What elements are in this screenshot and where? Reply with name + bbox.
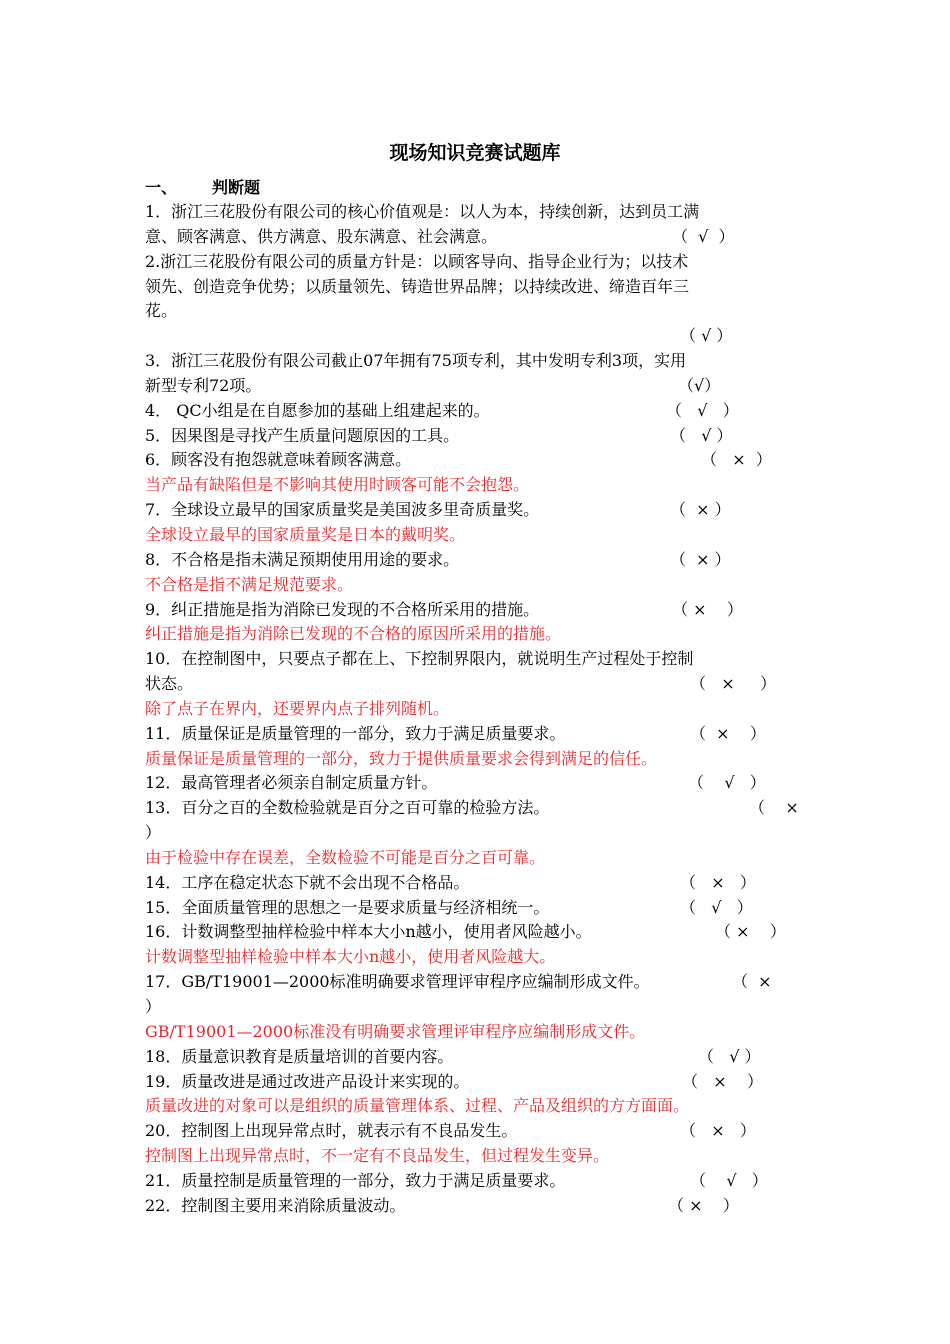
explanation-line	[145, 1144, 810, 1169]
answer-mark: （ × ）	[670, 549, 731, 569]
explanation-line	[145, 846, 810, 871]
line-text: ）	[145, 997, 162, 1016]
question-line	[145, 672, 810, 697]
line-text: 纠正措施是指为消除已发现的不合格的原因所采用的措施。	[145, 624, 562, 644]
explanation-line	[145, 622, 810, 647]
explanation-line	[145, 1020, 810, 1045]
line-text: 14．工序在稳定状态下就不会出现不合格品。	[145, 872, 470, 892]
line-text: 17．GB/T19001—2000标准明确要求管理评审程序应编制形成文件。	[145, 972, 650, 992]
line-text: 8．不合格是指未满足预期使用用途的要求。	[145, 549, 460, 569]
line-text: 9．纠正措施是指为消除已发现的不合格所采用的措施。	[145, 599, 540, 619]
line-text: 2.浙江三花股份有限公司的质量方针是：以顾客导向、指导企业行为；以技术	[145, 251, 689, 271]
line-text: 4． QC小组是在自愿参加的基础上组建起来的。	[145, 400, 490, 420]
line-text: 当产品有缺陷但是不影响其使用时顾客可能不会抱怨。	[145, 475, 530, 495]
line-text: 质量保证是质量管理的一部分，致力于提供质量要求会得到满足的信任。	[145, 748, 658, 768]
answer-mark: （ ×	[732, 972, 772, 992]
answer-mark: （ × ）	[680, 1121, 756, 1141]
answer-mark: （ √ ）	[666, 400, 739, 420]
answer-mark: （ √ ）	[672, 226, 735, 246]
line-text: 意、顾客满意、供方满意、股东满意、社会满意。	[145, 226, 498, 246]
question-line	[145, 598, 810, 623]
question-line	[145, 299, 810, 324]
answer-mark: （ × ）	[690, 674, 777, 694]
line-text: 除了点子在界内，还要界内点子排列随机。	[145, 698, 450, 718]
question-line	[145, 871, 810, 896]
line-text: 状态。	[145, 674, 194, 694]
question-line	[145, 250, 810, 275]
answer-mark: （ × ）	[680, 872, 756, 892]
section-label: 判断题	[212, 178, 261, 197]
line-text: 花。	[145, 301, 178, 321]
answer-mark: （√）	[678, 375, 721, 395]
answer-mark: （ ×	[749, 798, 799, 818]
line-text: 5．因果图是寻找产生质量问题原因的工具。	[145, 425, 460, 445]
question-line	[145, 1119, 810, 1144]
question-line	[145, 448, 810, 473]
line-text: 3．浙江三花股份有限公司截止07年拥有75项专利，其中发明专利3项，实用	[145, 351, 687, 371]
line-text: 新型专利72项。	[145, 375, 262, 395]
question-line	[145, 424, 810, 449]
question-line	[145, 1169, 810, 1194]
question-line	[145, 275, 810, 300]
line-text: 20．控制图上出现异常点时，就表示有不良品发生。	[145, 1121, 518, 1141]
question-line	[145, 200, 810, 225]
line-text: 13．百分之百的全数检验就是百分之百可靠的检验方法。	[145, 798, 550, 818]
explanation-line	[145, 945, 810, 970]
answer-mark: （ × ）	[682, 1071, 764, 1091]
line-text: 19．质量改进是通过改进产品设计来实现的。	[145, 1071, 470, 1091]
answer-mark: （ √ ）	[680, 326, 733, 346]
question-line	[145, 324, 810, 349]
answer-mark: （ × ）	[668, 1195, 739, 1215]
question-line	[145, 1070, 810, 1095]
answer-mark: （ √ ）	[698, 1046, 761, 1066]
explanation-line	[145, 1094, 810, 1119]
explanation-line	[145, 573, 810, 598]
answer-mark: （ √ ）	[690, 1170, 768, 1190]
question-line	[145, 349, 810, 374]
document-title: 现场知识竞赛试题库	[389, 142, 561, 164]
section-heading	[145, 176, 260, 200]
answer-mark: （ × ）	[715, 922, 786, 942]
line-text: 7．全球设立最早的国家质量奖是美国波多里奇质量奖。	[145, 500, 540, 520]
question-line	[145, 399, 810, 424]
line-text: 由于检验中存在误差，全数检验不可能是百分之百可靠。	[145, 847, 546, 867]
line-text: 21．质量控制是质量管理的一部分，致力于满足质量要求。	[145, 1170, 566, 1190]
explanation-line	[145, 747, 810, 772]
answer-mark: （ √ ）	[688, 773, 766, 793]
explanation-line	[145, 473, 810, 498]
answer-mark: （ √ ）	[680, 897, 753, 917]
explanation-line	[145, 697, 810, 722]
line-text: ）	[145, 823, 162, 843]
line-text: 18．质量意识教育是质量培训的首要内容。	[145, 1046, 454, 1066]
question-line	[145, 970, 810, 995]
line-text: 15．全面质量管理的思想之一是要求质量与经济相统一。	[145, 897, 550, 917]
line-text: 质量改进的对象可以是组织的质量管理体系、过程、产品及组织的方方面面。	[145, 1096, 690, 1116]
explanation-line	[145, 523, 810, 548]
question-line	[145, 896, 810, 921]
line-text: 16．计数调整型抽样检验中样本大小n越小，使用者风险越小。	[145, 922, 592, 942]
line-text: 全球设立最早的国家质量奖是日本的戴明奖。	[145, 524, 466, 544]
question-line	[145, 498, 810, 523]
line-text: 6．顾客没有抱怨就意味着顾客满意。	[145, 450, 412, 470]
question-line	[145, 1045, 810, 1070]
line-text: 领先、创造竞争优势；以质量领先、铸造世界品牌；以持续改进、缔造百年三	[145, 276, 690, 296]
line-text: 不合格是指不满足规范要求。	[145, 574, 354, 594]
question-line	[145, 548, 810, 573]
answer-mark: （ × ）	[701, 450, 772, 470]
line-text: 1．浙江三花股份有限公司的核心价值观是：以人为本，持续创新，达到员工满	[145, 202, 700, 221]
line-text: 计数调整型抽样检验中样本大小n越小，使用者风险越大。	[145, 947, 556, 967]
question-line	[145, 722, 810, 747]
question-line	[145, 771, 810, 796]
line-text: 22．控制图主要用来消除质量波动。	[145, 1195, 406, 1215]
question-list	[145, 200, 810, 1219]
question-line	[145, 920, 810, 945]
question-line	[145, 1194, 810, 1219]
question-line	[145, 995, 810, 1020]
answer-mark: （ × ）	[690, 723, 766, 743]
question-line	[145, 225, 810, 250]
answer-mark: （ × ）	[672, 599, 743, 619]
question-line	[145, 796, 810, 821]
line-text: 10．在控制图中，只要点子都在上、下控制界限内，就说明生产过程处于控制	[145, 649, 694, 669]
question-line	[145, 374, 810, 399]
section-number: 一、	[145, 178, 178, 197]
line-text: GB/T19001—2000标准没有明确要求管理评审程序应编制形成文件。	[145, 1021, 646, 1041]
line-text: 控制图上出现异常点时，不一定有不良品发生，但过程发生变异。	[145, 1146, 610, 1166]
line-text: 11．质量保证是质量管理的一部分，致力于满足质量要求。	[145, 723, 566, 743]
answer-mark: （ × ）	[670, 500, 731, 520]
answer-mark: （ √ ）	[670, 425, 733, 445]
line-text: 12．最高管理者必须亲自制定质量方针。	[145, 773, 438, 793]
question-line	[145, 821, 810, 846]
question-line	[145, 647, 810, 672]
